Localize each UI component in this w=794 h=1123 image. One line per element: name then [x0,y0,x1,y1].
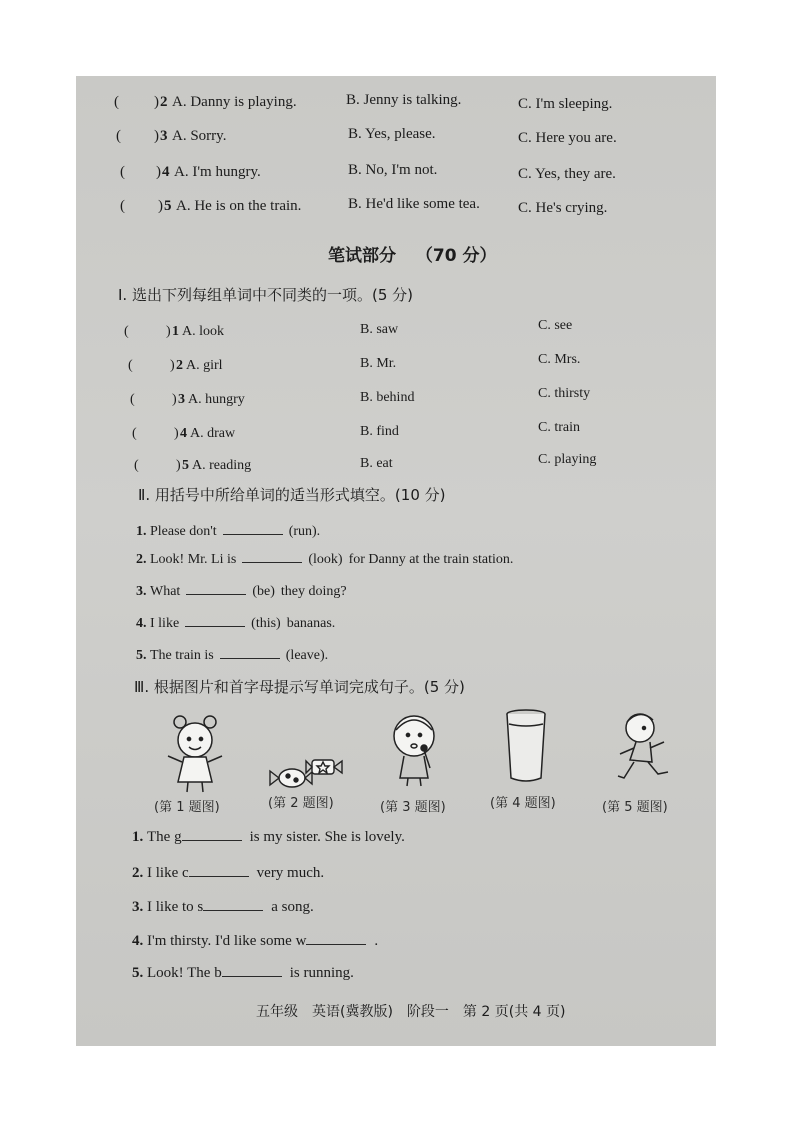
section-1-title: Ⅰ. 选出下列每组单词中不同类的一项。(5 分) [118,286,413,304]
hint-word: (run). [288,524,321,539]
option-b: B. saw [360,322,399,337]
answer-bracket-close: ) [172,392,177,407]
option-a: A. I'm hungry. [174,164,261,180]
question-number: 2 [132,865,140,881]
answer-bracket-close: ) [156,164,161,180]
answer-blank[interactable] [182,828,242,841]
running-boy-picture [614,708,674,788]
fill-in-question [136,522,326,540]
question-number: 1 [132,829,140,845]
question-number: 4 [132,933,140,949]
question-number: 4 [180,426,187,441]
answer-bracket[interactable]: ( [124,324,129,339]
option-b: B. find [360,424,399,439]
question-number: 4 [162,164,170,180]
answer-blank[interactable] [186,582,246,595]
number-dot: . [143,552,150,567]
number-dot: . [143,584,150,599]
answer-bracket-close: ) [174,426,179,441]
answer-bracket[interactable]: ( [132,426,137,441]
fill-in-question [136,646,334,664]
question-text-end: is running. [289,965,354,981]
answer-bracket[interactable]: ( [130,392,135,407]
question-text-end: bananas. [286,616,336,631]
question-number: 3 [136,584,143,599]
question-number: 5 [164,198,172,214]
candy-picture [268,752,346,792]
picture-fill-question [132,898,314,916]
question-text: What [150,584,181,599]
hint-word: (this) [251,616,281,631]
picture-caption: (第 3 题图) [380,800,446,815]
answer-bracket[interactable]: ( [120,164,125,180]
answer-blank[interactable] [223,522,283,535]
page-footer: 五年级 英语(冀教版) 阶段一 第 2 页(共 4 页) [256,1004,566,1020]
answer-bracket[interactable]: ( [128,358,133,373]
question-number: 5 [136,648,143,663]
written-part-label: 笔试部分 [328,246,396,266]
hint-word: (leave). [285,648,329,663]
picture-fill-question [132,828,405,846]
girl-picture [160,712,230,794]
written-part-score: （70 分） [415,246,497,266]
question-text-end: very much. [256,865,325,881]
number-dot: . [139,829,147,845]
option-b: B. No, I'm not. [348,162,438,178]
option-c: C. train [538,420,580,435]
answer-bracket[interactable]: ( [120,198,125,214]
option-c: C. Mrs. [538,352,581,367]
question-number: 3 [160,128,168,144]
picture-caption: (第 1 题图) [154,800,220,815]
question-text: Please don't [150,524,217,539]
answer-blank[interactable] [185,614,245,627]
question-text-end: . [374,933,379,949]
question-text: I'm thirsty. I'd like some w [147,933,307,949]
number-dot: . [143,648,150,663]
number-dot: . [143,616,150,631]
option-c: C. I'm sleeping. [518,96,613,112]
question-text: I like c [147,865,189,881]
question-number: 5 [182,458,189,473]
option-c: C. Yes, they are. [518,166,616,182]
option-a: A. draw [190,426,236,441]
question-text-end: is my sister. She is lovely. [249,829,405,845]
question-text-end: they doing? [280,584,347,599]
question-number: 2 [136,552,143,567]
picture-caption: (第 4 题图) [490,796,556,811]
section-2-title: Ⅱ. 用括号中所给单词的适当形式填空。(10 分) [138,486,446,504]
question-number: 1 [172,324,179,339]
answer-bracket-close: ) [176,458,181,473]
answer-bracket-close: ) [170,358,175,373]
answer-bracket-close: ) [154,94,159,110]
answer-blank[interactable] [203,898,263,911]
question-number: 2 [160,94,168,110]
fill-in-question [136,614,335,632]
option-a: A. hungry [188,392,245,407]
hint-word: (look) [308,552,343,567]
option-c: C. Here you are. [518,130,617,146]
option-b: B. Jenny is talking. [346,92,462,108]
option-c: C. He's crying. [518,200,608,216]
option-b: B. Yes, please. [348,126,436,142]
number-dot: . [139,899,147,915]
question-text: Look! The b [147,965,222,981]
question-number: 2 [176,358,183,373]
question-text: The train is [150,648,214,663]
answer-blank[interactable] [242,550,302,563]
question-number: 3 [132,899,140,915]
answer-blank[interactable] [306,932,366,945]
option-c: C. playing [538,452,597,467]
answer-bracket-close: ) [158,198,163,214]
question-number: 1 [136,524,143,539]
worksheet-page [76,76,716,1046]
picture-fill-question [132,864,324,882]
number-dot: . [139,965,147,981]
answer-blank[interactable] [222,964,282,977]
number-dot: . [139,933,147,949]
question-text: Look! Mr. Li is [150,552,237,567]
number-dot: . [139,865,147,881]
written-part-title [328,241,497,266]
option-a: A. Danny is playing. [172,94,297,110]
answer-blank[interactable] [220,646,280,659]
option-a: A. look [182,324,224,339]
singing-girl-picture [384,708,448,788]
section-3-title: Ⅲ. 根据图片和首字母提示写单词完成句子。(5 分) [134,678,465,696]
option-c: C. see [538,318,573,333]
question-number: 3 [178,392,185,407]
answer-blank[interactable] [189,864,249,877]
option-a: A. girl [186,358,223,373]
answer-bracket[interactable]: ( [114,94,119,110]
option-b: B. behind [360,390,415,405]
answer-bracket-close: ) [154,128,159,144]
option-a: A. reading [192,458,252,473]
answer-bracket-close: ) [166,324,171,339]
answer-bracket[interactable]: ( [134,458,139,473]
question-number: 4 [136,616,143,631]
picture-caption: (第 2 题图) [268,796,334,811]
question-text-end: a song. [271,899,314,915]
option-b: B. He'd like some tea. [348,196,480,212]
option-a: A. He is on the train. [176,198,302,214]
question-text: I like to s [147,899,204,915]
question-text-end: for Danny at the train station. [348,552,514,567]
hint-word: (be) [252,584,275,599]
picture-fill-question [132,932,378,950]
number-dot: . [143,524,150,539]
option-a: A. Sorry. [172,128,227,144]
question-text: I like [150,616,180,631]
picture-caption: (第 5 题图) [602,800,668,815]
question-number: 5 [132,965,140,981]
fill-in-question [136,582,347,600]
water-glass-picture [504,708,548,784]
option-b: B. eat [360,456,393,471]
option-c: C. thirsty [538,386,591,401]
picture-fill-question [132,964,354,982]
question-text: The g [147,829,182,845]
option-b: B. Mr. [360,356,397,371]
fill-in-question [136,550,513,568]
answer-bracket[interactable]: ( [116,128,121,144]
